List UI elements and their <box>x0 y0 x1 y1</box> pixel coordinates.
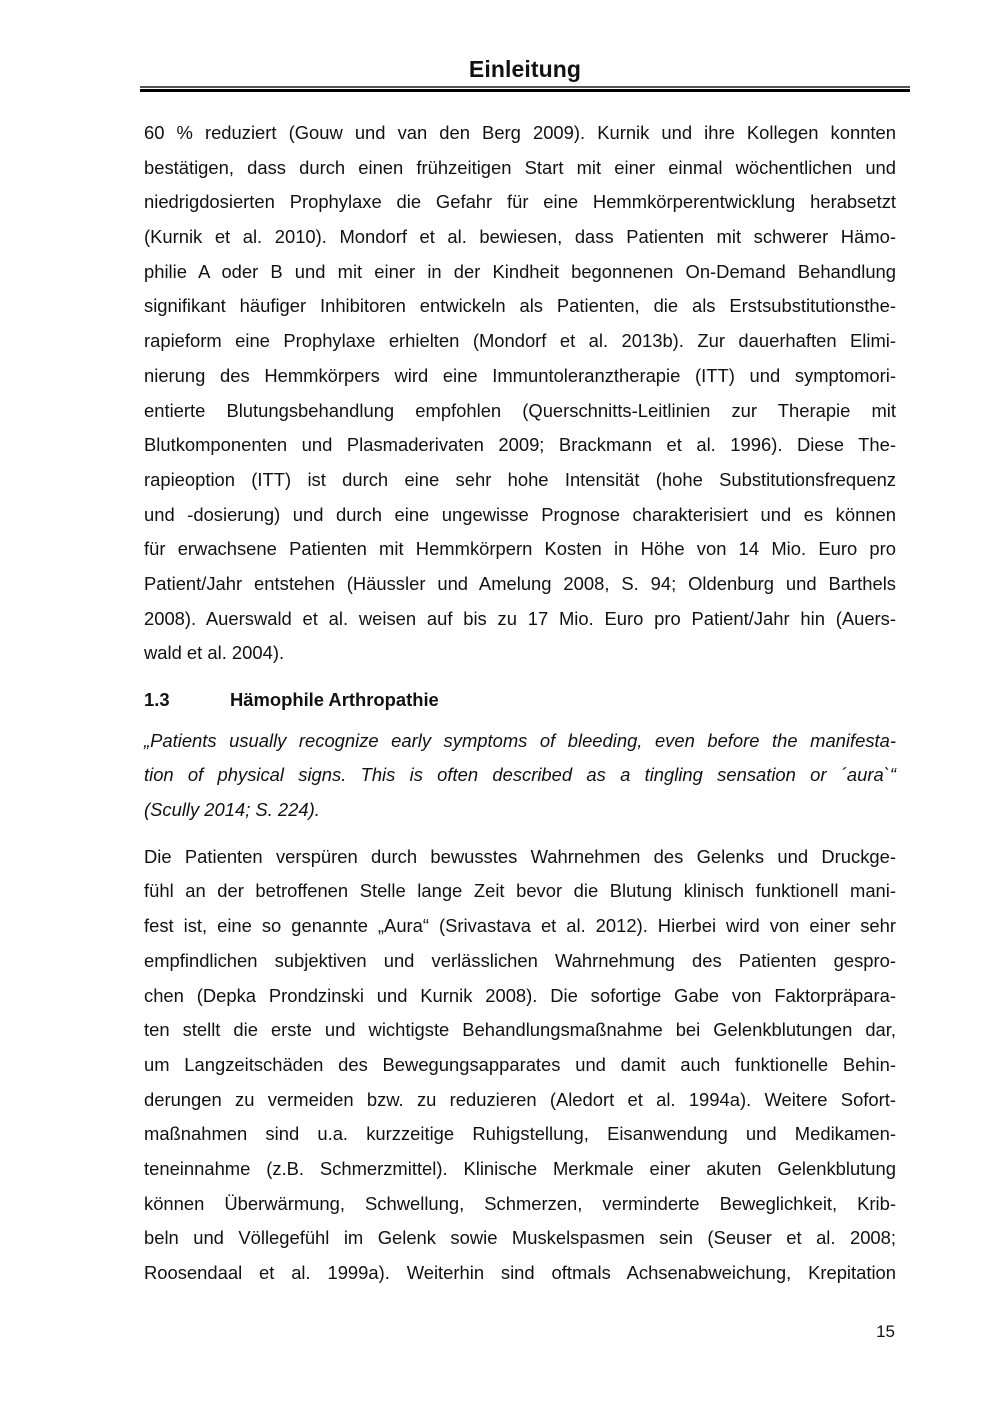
text-line: teneinnahme (z.B. Schmerzmittel). Klinische Merkmale einer akuten Gelenkblutung <box>144 1157 896 1179</box>
text-line: ten stellt die erste und wichtigste Behandlungsmaßnahme bei Gelenkblutungen dar, <box>144 1019 896 1041</box>
text-line: signifikant häufiger Inhibitoren entwickeln als Patienten, die als Erstsubstitutionsthe- <box>144 295 896 317</box>
quote-line: (Scully 2014; S. 224). <box>144 799 320 821</box>
paragraph-1 <box>144 116 896 671</box>
text-line: für erwachsene Patienten mit Hemmkörpern Kosten in Höhe von 14 Mio. Euro pro <box>144 538 896 560</box>
text-line: entierte Blutungsbehandlung empfohlen (Querschnitts-Leitlinien zur Therapie mit <box>144 399 896 421</box>
section-number: 1.3 <box>144 689 170 710</box>
text-line: fühl an der betroffenen Stelle lange Zeit bevor die Blutung klinisch funktionell mani- <box>144 880 896 902</box>
text-line: chen (Depka Prondzinski und Kurnik 2008). Die sofortige Gabe von Faktorpräpara- <box>144 984 896 1006</box>
text-line: niedrigdosierten Prophylaxe die Gefahr für eine Hemmkörperentwicklung herabsetzt <box>144 191 896 213</box>
text-line: nierung des Hemmkörpers wird eine Immuntoleranztherapie (ITT) und symptomori- <box>144 364 896 386</box>
page-body <box>144 116 896 1291</box>
text-line: um Langzeitschäden des Bewegungsapparates und damit auch funktionelle Behin- <box>144 1053 896 1075</box>
quote-line: „Patients usually recognize early symptoms of bleeding, even before the manifesta- <box>144 729 896 751</box>
text-line: wald et al. 2004). <box>144 642 285 664</box>
text-line: empfindlichen subjektiven und verlässlichen Wahrnehmung des Patienten gespro- <box>144 949 896 971</box>
page-number: 15 <box>876 1322 895 1341</box>
text-line: und -dosierung) und durch eine ungewisse Prognose charakterisiert und es können <box>144 503 896 525</box>
header-rule-thick <box>140 89 910 92</box>
text-line: Roosendaal et al. 1999a). Weiterhin sind oftmals Achsenabweichung, Krepitation <box>144 1262 896 1283</box>
block-quote <box>144 724 896 828</box>
header-rule-thin <box>140 86 910 88</box>
text-line: Die Patienten verspüren durch bewusstes Wahrnehmen des Gelenks und Druckge- <box>144 845 896 867</box>
text-line: beln und Völlegefühl im Gelenk sowie Muskelspasmen sein (Seuser et al. 2008; <box>144 1227 896 1249</box>
text-line: bestätigen, dass durch einen frühzeitigen Start mit einer einmal wöchentlichen und <box>144 156 896 178</box>
text-line: 60 % reduziert (Gouw und van den Berg 2009). Kurnik und ihre Kollegen konnten <box>144 122 896 143</box>
text-line: derungen zu vermeiden bzw. zu reduzieren (Aledort et al. 1994a). Weitere Sofort- <box>144 1088 896 1110</box>
section-title: Hämophile Arthropathie <box>230 689 439 710</box>
text-line: Patient/Jahr entstehen (Häussler und Amelung 2008, S. 94; Oldenburg und Barthels <box>144 572 896 594</box>
text-line: 2008). Auerswald et al. weisen auf bis zu 17 Mio. Euro pro Patient/Jahr hin (Auers- <box>144 607 896 629</box>
text-line: rapieoption (ITT) ist durch eine sehr hohe Intensität (hohe Substitutionsfrequenz <box>144 468 896 490</box>
text-line: (Kurnik et al. 2010). Mondorf et al. bewiesen, dass Patienten mit schwerer Hämo- <box>144 226 896 248</box>
text-line: können Überwärmung, Schwellung, Schmerzen, verminderte Beweglichkeit, Krib- <box>144 1192 896 1214</box>
running-header-title: Einleitung <box>468 56 582 82</box>
paragraph-2 <box>144 840 896 1291</box>
text-line: philie A oder B und mit einer in der Kindheit begonnenen On-Demand Behandlung <box>144 260 896 282</box>
text-line: Blutkomponenten und Plasmaderivaten 2009; Brackmann et al. 1996). Diese The- <box>144 434 896 456</box>
section-heading <box>144 683 896 718</box>
text-line: maßnahmen sind u.a. kurzzeitige Ruhigstellung, Eisanwendung und Medikamen- <box>144 1123 896 1145</box>
text-line: rapieform eine Prophylaxe erhielten (Mondorf et al. 2013b). Zur dauerhaften Elimi- <box>144 330 896 352</box>
text-line: fest ist, eine so genannte „Aura“ (Srivastava et al. 2012). Hierbei wird von einer sehr <box>144 915 896 937</box>
quote-line: tion of physical signs. This is often described as a tingling sensation or ´aura`“ <box>144 764 896 786</box>
